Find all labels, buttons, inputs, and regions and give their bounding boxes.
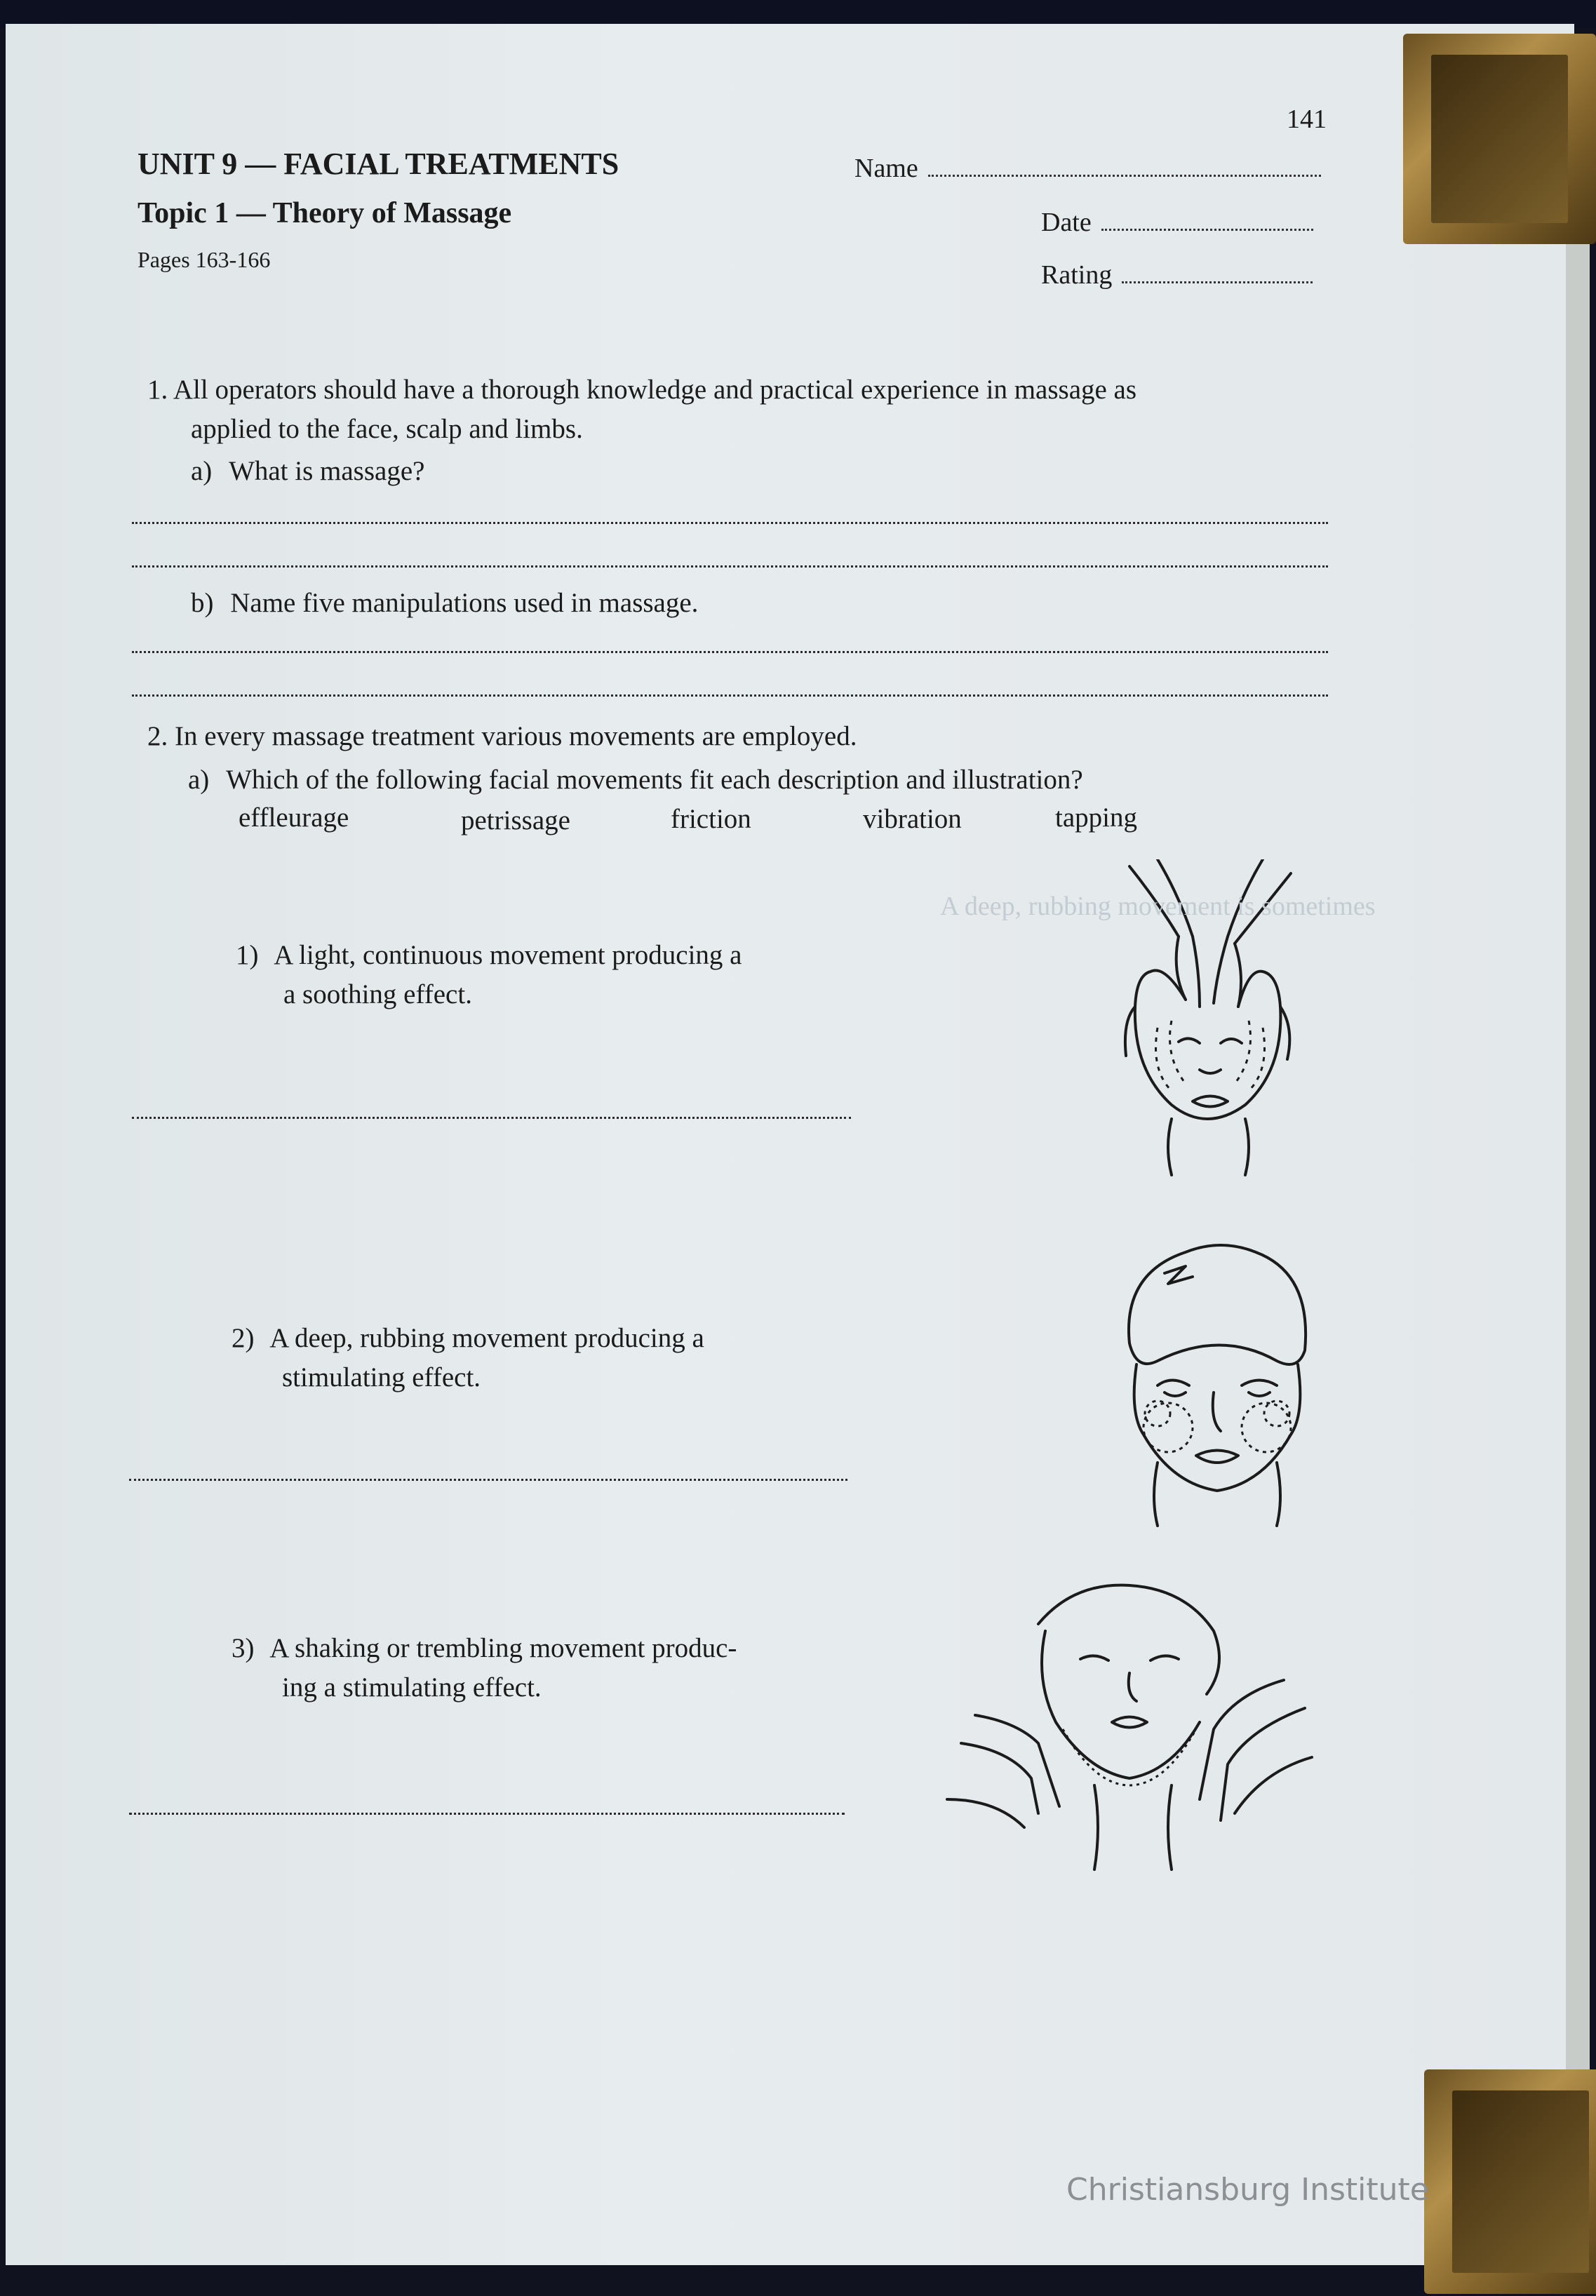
item-1-line1: A light, continuous movement producing a: [274, 940, 742, 970]
item-3-line2: ing a stimulating effect.: [282, 1672, 542, 1703]
binder-clip-bottom: [1424, 2069, 1596, 2294]
rating-field[interactable]: [1041, 260, 1313, 290]
answer-line[interactable]: [132, 1117, 851, 1119]
name-field[interactable]: [854, 153, 1321, 184]
question-1-line2: applied to the face, scalp and limbs.: [191, 414, 583, 444]
watermark: Christiansburg Institute: [1066, 2172, 1429, 2208]
question-1: [147, 370, 1136, 410]
unit-title: UNIT 9 — FACIAL TREATMENTS: [138, 147, 619, 181]
rating-label: Rating: [1041, 260, 1113, 290]
item-3-number: 3): [232, 1633, 255, 1663]
question-2-line1: In every massage treatment various movements are employed.: [175, 721, 857, 751]
question-2a-text: Which of the following facial movements fit each description and illustration?: [226, 765, 1083, 795]
question-1b: [191, 584, 698, 623]
question-2a: [188, 760, 1083, 800]
answer-line[interactable]: [132, 651, 1328, 653]
item-1-line2: a soothing effect.: [283, 979, 472, 1009]
question-1-line1: All operators should have a thorough knowledge and practical experience in massage as: [173, 375, 1137, 405]
name-blank[interactable]: [928, 175, 1321, 177]
answer-line[interactable]: [129, 1813, 845, 1815]
question-1b-label: b): [191, 588, 214, 618]
item-2-line1: A deep, rubbing movement producing a: [269, 1323, 704, 1353]
massage-illustration-2: [1115, 1231, 1319, 1533]
date-field[interactable]: [1041, 207, 1313, 238]
question-1a: [191, 452, 424, 491]
answer-line[interactable]: [132, 694, 1328, 697]
option-tapping: tapping: [1055, 803, 1137, 833]
question-1a-text: What is massage?: [229, 456, 425, 486]
item-2-line2: stimulating effect.: [282, 1362, 481, 1392]
answer-line[interactable]: [132, 565, 1328, 568]
topic-title: Topic 1 — Theory of Massage: [138, 197, 512, 229]
date-label: Date: [1041, 208, 1092, 237]
rating-blank[interactable]: [1122, 281, 1313, 283]
item-2-number: 2): [232, 1323, 255, 1353]
reverse-side-bleedthrough: A deep, rubbing movement is sometimes: [940, 892, 1376, 921]
question-2-number: 2.: [147, 721, 168, 751]
option-friction: friction: [671, 804, 751, 834]
question-1-number: 1.: [147, 375, 168, 405]
item-1-number: 1): [236, 940, 259, 970]
date-blank[interactable]: [1101, 229, 1313, 231]
option-petrissage: petrissage: [461, 805, 570, 835]
question-1a-label: a): [191, 456, 213, 486]
worksheet-page: [6, 24, 1574, 2265]
answer-line[interactable]: [132, 522, 1328, 524]
page-range: Pages 163-166: [138, 247, 271, 272]
question-2a-label: a): [188, 765, 210, 795]
name-label: Name: [854, 154, 918, 183]
binder-edge: [1566, 56, 1590, 2189]
question-1b-text: Name five manipulations used in massage.: [230, 588, 699, 618]
page-number: 141: [1287, 105, 1327, 134]
item-1: [236, 936, 742, 975]
answer-line[interactable]: [129, 1479, 847, 1481]
item-3: [232, 1629, 737, 1668]
option-vibration: vibration: [863, 804, 962, 834]
massage-illustration-3: [933, 1575, 1326, 1877]
item-2: [232, 1319, 704, 1358]
binder-clip-top: [1403, 34, 1596, 244]
item-3-line1: A shaking or trembling movement produc-: [269, 1633, 737, 1663]
question-2: [147, 717, 857, 756]
option-effleurage: effleurage: [239, 803, 349, 833]
